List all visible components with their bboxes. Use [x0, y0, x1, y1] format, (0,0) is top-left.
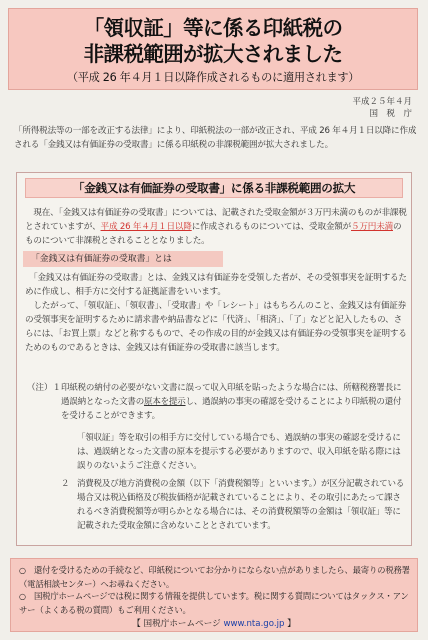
issue-date: 平成２５年４月: [352, 97, 412, 107]
footer-item-refund-text: 還付を受けるための手続など、印紙税についてお分かりにならない点がありましたら、最寄りの税務署（電話相談センター）へお尋ねください。: [19, 565, 410, 589]
circle-bullet-icon: ○: [19, 566, 26, 575]
note1-text-a: 印紙税の納付の必要がない文書に誤って収入印紙を貼ったような場合には、所轄税務署長に過誤納となった文書の: [61, 383, 402, 407]
title-banner: [8, 8, 418, 90]
circle-bullet-icon: ○: [19, 592, 26, 601]
p1-text-c: のものについて非課税とされることとなりました。: [25, 222, 402, 246]
effective-date-highlight: 平成 26 年４月１日以降: [100, 222, 192, 232]
homepage-link-row: [11, 617, 417, 629]
homepage-link-end: 】: [284, 619, 296, 629]
threshold-highlight: ５万円未満: [351, 222, 393, 232]
main-section: [16, 172, 412, 546]
definition-paragraph: 「金銭又は有価証券の受取書」とは、金銭又は有価証券を受領した者が、その受領事実を証明するために作成し、相手方に交付する証拠証書をいいます。 したがって、「領収証」、「領収書」、「受取書」や「レシート」はもちろんのこと、金銭又は有価証券の受領事実を証明するために請求書や納品書などに「代済」、「相済」、「了」などと記入したもの、さらには、「お買上票」などと称するもので、その作成の目的が金銭又は有価証券の受領事実を証明するためのものであるときは、金銭又は有価証券の受取書に該当します。: [25, 273, 407, 353]
section-heading: 「金銭又は有価証券の受取書」に係る非課税範囲の拡大: [25, 178, 403, 198]
footer-item-website-text: 国税庁ホームページでは税に関する情報を提供しています。税に関する質問についてはタックス・アンサー（よくある税の質問）もご利用ください。: [19, 591, 409, 615]
intro-paragraph: 「所得税法等の一部を改正する法律」により、印紙税法の一部が改正され、平成 26 年４月１日以降に作成される「金銭又は有価証券の受取書」に係る印紙税の非課税範囲が拡大されました。: [14, 126, 417, 150]
note1-text-b: し、過誤納の事実の確認を受けることにより印紙税の還付を受けることができます。: [61, 397, 402, 421]
note-1-addendum: 「領収証」等を取引の相手方に交付している場合でも、過誤納の事実の確認を受けるには、過誤納となった文書の原本を提示する必要がありますので、収入印紙を貼る際には誤りのないようご注意ください。: [77, 433, 401, 471]
p1-text-a: 現在、「金銭又は有価証券の受取書」については、記載された受取金額が３万円未満のものが非課税とされていますが、: [25, 208, 407, 232]
note-1: [61, 381, 405, 423]
definition-subheading: 「金銭又は有価証券の受取書」とは: [23, 251, 223, 267]
homepage-link[interactable]: www.nta.go.jp: [223, 619, 285, 629]
footer-item-refund: [19, 564, 411, 590]
note-label: （注）１: [27, 383, 62, 393]
note1-underline: 原本を提示: [144, 397, 186, 407]
footer-box: [10, 558, 418, 632]
page-subtitle: （平成 26 年４月１日以降作成されるものに適用されます）: [66, 71, 360, 84]
page-title-line2: 非課税範囲が拡大されました: [83, 42, 343, 66]
footer-item-website: [19, 590, 411, 616]
current-rule-paragraph: [25, 206, 407, 248]
note-2: 消費税及び地方消費税の金額（以下「消費税額等」といいます。）が区分記載されている場合又は税込価格及び税抜価格が記載されていることにより、その取引にあたって課されるべき消費税額等が明らかとなる場合には、その消費税額等の金額は「領収証」等に記載された受取金額に含めないこととされています。: [77, 479, 405, 531]
homepage-link-label: 【 国税庁ホームページ: [132, 619, 224, 629]
page-title-line1: 「領収証」等に係る印紙税の: [83, 16, 343, 40]
p1-text-b: に作成されるものについては、受取金額が: [191, 222, 352, 232]
note-2-number: ２: [61, 479, 70, 489]
issuing-agency: 国 税 庁: [369, 109, 412, 119]
issue-info: [352, 96, 412, 120]
